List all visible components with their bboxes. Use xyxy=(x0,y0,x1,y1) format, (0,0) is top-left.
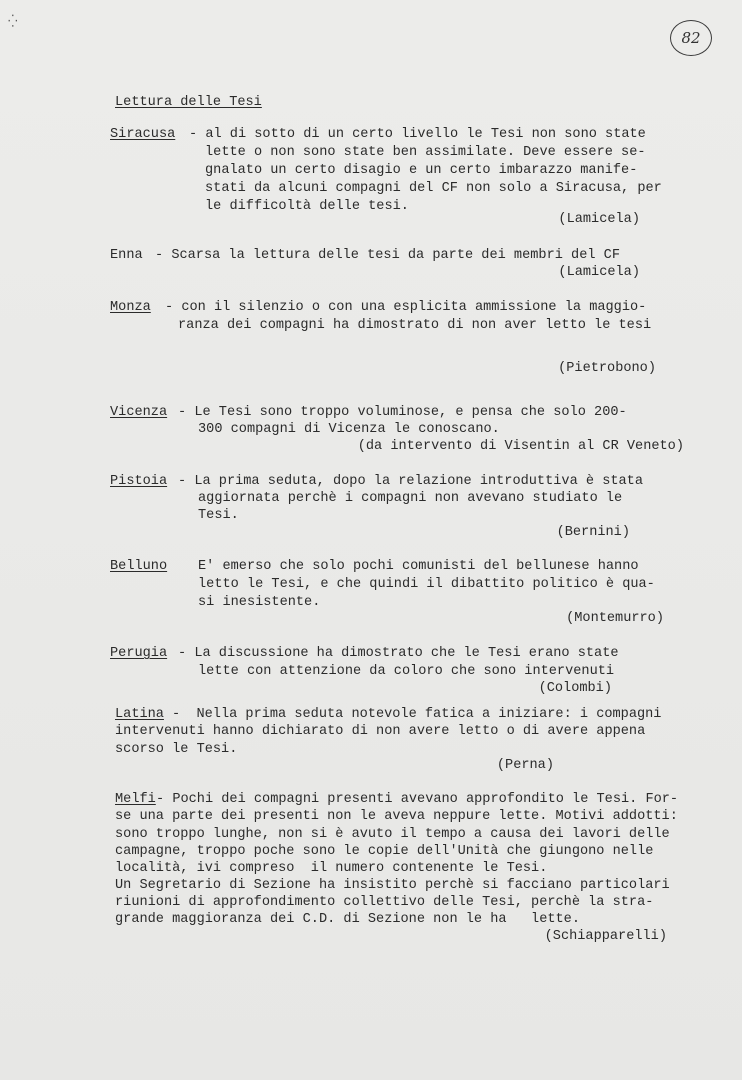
entry-line: - Pochi dei compagni presenti avevano approfondito le Tesi. For- xyxy=(156,792,679,807)
entry-line: lette con attenzione da coloro che sono intervenuti xyxy=(198,664,615,679)
entry-line: - La discussione ha dimostrato che le Tesi erano state xyxy=(178,646,619,661)
entry-line: località, ivi compreso il numero contenente le Tesi. xyxy=(115,861,548,876)
entry-place: Melfi xyxy=(115,792,156,807)
entry-line: Tesi. xyxy=(198,508,239,523)
entry-line: lette o non sono state ben assimilate. Deve essere se- xyxy=(205,145,646,160)
entry-line: Un Segretario di Sezione ha insistito perchè si facciano particolari xyxy=(115,878,670,893)
entry-line: grande maggioranza dei C.D. di Sezione non le ha lette. xyxy=(115,912,580,927)
entry-line: le difficoltà delle tesi. xyxy=(205,199,409,214)
entry-line: si inesistente. xyxy=(198,595,321,610)
entry-place: Vicenza xyxy=(110,405,168,420)
entry-place: Siracusa xyxy=(110,127,176,142)
page-number: 82 xyxy=(670,20,712,56)
entry-place: Pistoia xyxy=(110,474,168,489)
entry-line: riunioni di approfondimento collettivo delle Tesi, perchè la stra- xyxy=(115,895,654,910)
entry-line: - Le Tesi sono troppo voluminose, e pensa che solo 200- xyxy=(178,405,627,420)
entry-author: (Schiapparelli) xyxy=(544,929,667,944)
entry-line: - al di sotto di un certo livello le Tesi non sono state xyxy=(189,127,646,142)
entry-place: Latina xyxy=(115,707,164,722)
entry-author: (Lamicela) xyxy=(558,265,640,280)
entry-author: (Pietrobono) xyxy=(558,361,656,376)
entry-line: - Scarsa la lettura delle tesi da parte dei membri del CF xyxy=(155,248,620,263)
entry-line: se una parte dei presenti non le aveva neppure lette. Motivi addotti: xyxy=(115,809,678,824)
entry-author: (Perna) xyxy=(496,758,554,773)
entry-line: aggiornata perchè i compagni non avevano studiato le xyxy=(198,491,623,506)
entry-line: E' emerso che solo pochi comunisti del bellunese hanno xyxy=(198,559,639,574)
entry-author: (Colombi) xyxy=(538,681,612,696)
entry-place: Enna xyxy=(110,248,143,263)
corner-mark: ⁛ xyxy=(8,15,18,29)
entry-author: (Montemurro) xyxy=(566,611,664,626)
entry-line: intervenuti hanno dichiarato di non avere letto o di avere appena xyxy=(115,724,646,739)
entry-line: campagne, troppo poche sono le copie dell'Unità che giungono nelle xyxy=(115,844,654,859)
entry-line: ranza dei compagni ha dimostrato di non aver letto le tesi xyxy=(178,318,652,333)
entry-author: (da intervento di Visentin al CR Veneto) xyxy=(357,439,684,454)
entry-line: stati da alcuni compagni del CF non solo a Siracusa, per xyxy=(205,181,662,196)
document-title: Lettura delle Tesi xyxy=(115,95,262,110)
entry-author: (Lamicela) xyxy=(558,212,640,227)
entry-line: - con il silenzio o con una esplicita ammissione la maggio- xyxy=(165,300,647,315)
entry-place: Belluno xyxy=(110,559,168,574)
entry-line: scorso le Tesi. xyxy=(115,742,238,757)
entry-line: - La prima seduta, dopo la relazione introduttiva è stata xyxy=(178,474,643,489)
entry-place: Monza xyxy=(110,300,151,315)
entry-line: gnalato un certo disagio e un certo imbarazzo manife- xyxy=(205,163,638,178)
entry-line: sono troppo lunghe, non si è avuto il tempo a causa dei lavori delle xyxy=(115,827,670,842)
entry-author: (Bernini) xyxy=(556,525,630,540)
entry-line: letto le Tesi, e che quindi il dibattito politico è qua- xyxy=(198,577,655,592)
entry-place: Perugia xyxy=(110,646,168,661)
entry-line: - Nella prima seduta notevole fatica a iniziare: i compagni xyxy=(172,707,662,722)
entry-line: 300 compagni di Vicenza le conoscano. xyxy=(198,422,500,437)
